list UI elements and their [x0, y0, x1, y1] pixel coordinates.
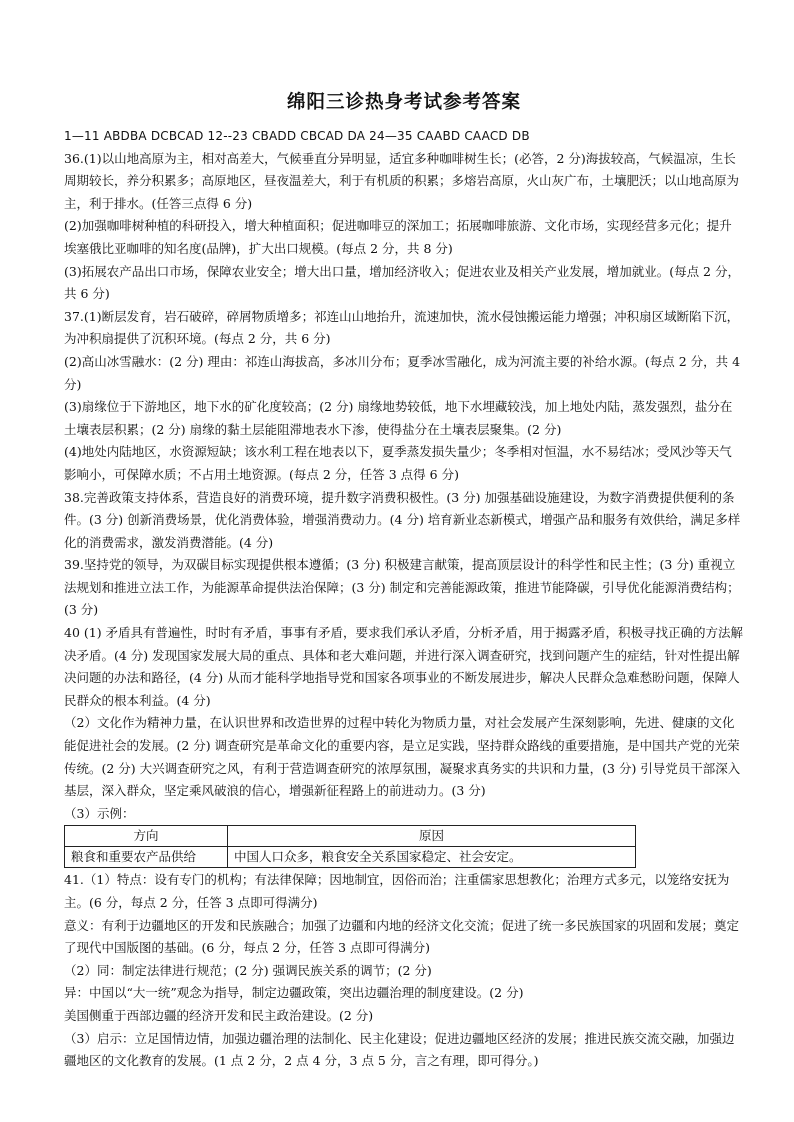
paragraph: (3)拓展农产品出口市场，保障农业安全；增大出口量，增加经济收入；促进农业及相关产业发展，增加就业。(每点 2 分，共 6 分): [64, 263, 740, 302]
table-cell: 粮食和重要农产品供给: [65, 847, 228, 868]
paragraph: (4)地处内陆地区，水资源短缺；该水利工程在地表以下，夏季蒸发损失量少；冬季相对恒温，水不易结冰；受风沙等天气影响小，可保障水质；不占用土地资源。(每点 2 分，任答 3 点得 6 分): [64, 444, 732, 482]
answer-key-line: 1—11 ABDBA DCBCAD 12--23 CBADD CBCAD DA 24—35 CAABD CAACD DB: [64, 129, 530, 143]
paragraph: （3）示例：: [64, 805, 135, 821]
paragraph: 36.(1)以山地高原为主，相对高差大，气候垂直分异明显，适宜多种咖啡树生长；(必答，2 分)海拔较高，气候温凉，生长周期较长，养分积累多；高原地区，昼夜温差大，利于有机质的积累；多熔岩高原，火山灰广布，土壤肥沃；以山地高原为主，利于排水。(任答三点得 6 分): [64, 150, 740, 211]
paragraph: 38.完善政策支持体系，营造良好的消费环境，提升数字消费积极性。(3 分) 加强基础设施建设，为数字消费提供便利的条件。(3 分) 创新消费场景，优化消费体验，增强消费动力。(4 分) 培育新业态新模式，增强产品和服务有效供给，满足多样化的消费需求，激发消费潜能。(4 分): [64, 489, 741, 550]
document: [64, 88, 744, 1073]
paragraph: 41.（1）特点：设有专门的机构；有法律保障；因地制宜，因俗而治；注重儒家思想教化；治理方式多元，以笼络安抚为主。(6 分，每点 2 分，任答 3 点即可得满分): [64, 872, 730, 910]
paragraph: 异：中国以“大一统”观念为指导，制定边疆政策，突出边疆治理的制度建设。(2 分): [64, 985, 524, 1001]
page-title: 绵阳三诊热身考试参考答案: [286, 92, 521, 113]
table-row: [65, 847, 636, 868]
table-header-cell: 原因: [228, 826, 636, 847]
table-header-cell: 方向: [65, 826, 228, 847]
paragraph: 40 (1) 矛盾具有普遍性，时时有矛盾，事事有矛盾，要求我们承认矛盾，分析矛盾，用于揭露矛盾，积极寻找正确的方法解决矛盾。(4 分) 发现国家发展大局的重点、具体和老大难问题，并进行深入调查研究，找到问题产生的症结，针对性提出解决问题的办法和路径，(4 分) 从而才能科学地指导党和国家各项事业的不断发展进步，解决人民群众急难愁盼问题，保障人民群众的根本利益。(4 分): [64, 625, 744, 708]
paragraph: 美国侧重于西部边疆的经济开发和民主政治建设。(2 分): [64, 1007, 374, 1023]
table-header-row: [65, 826, 636, 847]
paragraph: 37.(1)断层发育，岩石破碎，碎屑物质增多；祁连山山地抬升，流速加快，流水侵蚀搬运能力增强；冲积扇区域断陷下沉，为冲积扇提供了沉积环境。(每点 2 分，共 6 分): [64, 308, 740, 347]
paragraph: 意义：有利于边疆地区的开发和民族融合；加强了边疆和内地的经济文化交流；促进了统一多民族国家的巩固和发展；奠定了现代中国版图的基础。(6 分，每点 2 分，任答 3 点即可得满分): [64, 917, 740, 956]
paragraph: （2）文化作为精神力量，在认识世界和改造世界的过程中转化为物质力量，对社会发展产生深刻影响，先进、健康的文化能促进社会的发展。(2 分) 调查研究是革命文化的重要内容，是立足实践，坚持群众路线的重要措施，是中国共产党的光荣传统。(2 分) 大兴调查研究之风，有利于营造调查研究的浓厚氛围，凝聚求真务实的共识和力量，(3 分) 引导党员干部深入基层，深入群众，坚定乘风破浪的信心，增强新征程路上的前进动力。(3 分): [64, 715, 741, 799]
paragraph: （3）启示：立足国情边情，加强边疆治理的法制化、民主化建设；促进边疆地区经济的发展；推进民族交流交融，加强边疆地区的文化教育的发展。(1 点 2 分，2 点 4 分，3 点 5 分，言之有理，即可得分。): [64, 1030, 735, 1069]
paragraph: (3)扇缘位于下游地区，地下水的矿化度较高；(2 分) 扇缘地势较低，地下水埋藏较浅，加上地处内陆，蒸发强烈，盐分在土壤表层积累；(2 分) 扇缘的黏土层能阻滞地表水下渗，使得盐分在土壤表层聚集。(2 分): [64, 399, 733, 437]
paragraph: 39.坚持党的领导，为双碳目标实现提供根本遵循；(3 分) 积极建言献策，提高顶层设计的科学性和民主性；(3 分) 重视立法规划和推进立法工作，为能源革命提供法治保障；(3 分) 制定和完善能源政策，推进节能降碳，引导优化能源消费结构；(3 分): [64, 557, 740, 618]
example-table: [64, 825, 636, 868]
paragraph: （2）同：制定法律进行规范；(2 分) 强调民族关系的调节；(2 分): [64, 962, 432, 978]
paragraph: (2)加强咖啡树种植的科研投入，增大种植面积；促进咖啡豆的深加工；拓展咖啡旅游、文化市场，实现经营多元化；提升埃塞俄比亚咖啡的知名度(品牌)，扩大出口规模。(每点 2 分，共 8 分): [64, 218, 732, 256]
table-cell: 中国人口众多，粮食安全关系国家稳定、社会安定。: [228, 847, 636, 868]
paragraph: (2)高山冰雪融水：(2 分) 理由：祁连山海拔高，多冰川分布；夏季冰雪融化，成为河流主要的补给水源。(每点 2 分，共 4 分): [64, 353, 741, 392]
